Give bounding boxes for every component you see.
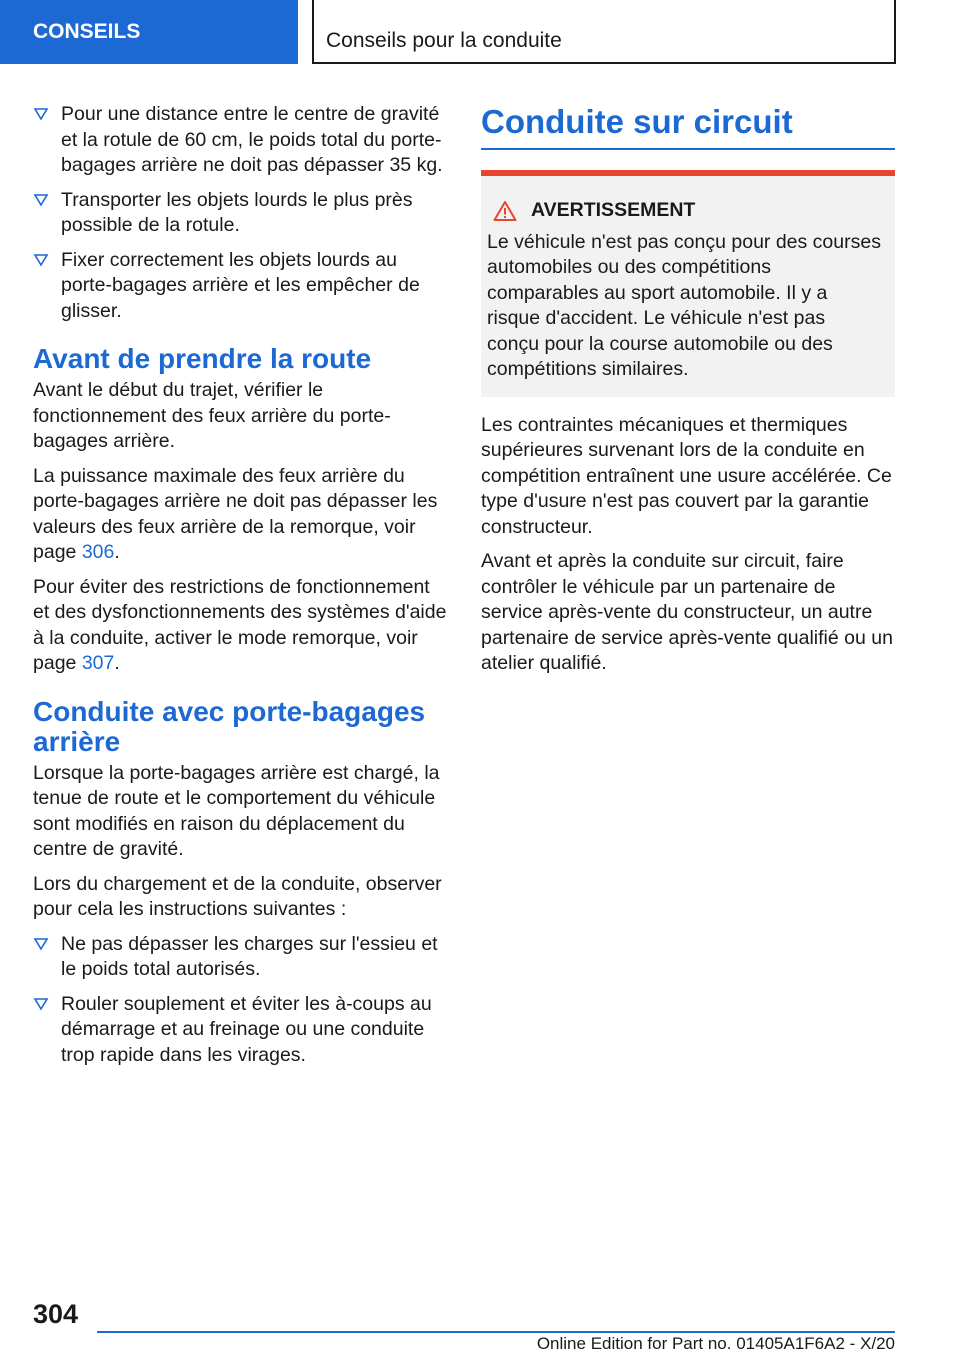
section-tab-label: CONSEILS bbox=[33, 20, 141, 43]
paragraph: Pour éviter des restrictions de fonctionnement et des dysfonctionnements des systèmes d'aide à la conduite, activer le mode remorque, voir page 307. bbox=[33, 575, 447, 674]
warning-title: AVERTISSEMENT bbox=[531, 199, 696, 221]
paragraph: Lorsque la porte-bagages arrière est chargé, la tenue de route et le comportement du véhicule sont modifiés en raison du déplacement du centre de gravité. bbox=[33, 761, 440, 860]
left-column bbox=[33, 102, 447, 1077]
footer-divider bbox=[97, 1331, 895, 1333]
paragraph: Les contraintes mécaniques et thermiques supérieures survenant lors de la conduite en compétition entraînent une usure accélérée. Ce type d'usure n'est pas couvert par la garantie constructeur. bbox=[481, 413, 892, 538]
list-item bbox=[33, 102, 447, 179]
paragraph-text: Pour éviter des restrictions de fonctionnement et des dysfonctionnements des systèmes d'aide à la conduite, activer le mode remorque, voir page bbox=[33, 575, 447, 674]
list-item-text: Rouler souplement et éviter les à-coups au démarrage et au freinage ou une conduite trop rapide dans les virages. bbox=[61, 992, 432, 1066]
section-tab bbox=[0, 0, 298, 64]
list-item bbox=[33, 932, 447, 983]
paragraph: Avant le début du trajet, vérifier le fonctionnement des feux arrière du porte-bagages arrière. bbox=[33, 379, 391, 452]
bullet-list-instructions bbox=[33, 932, 447, 1069]
page-link-306[interactable]: 306 bbox=[81, 541, 115, 563]
list-item bbox=[33, 992, 447, 1069]
list-item-text: Ne pas dépasser les charges sur l'essieu et le poids total autorisés. bbox=[61, 932, 438, 980]
list-item bbox=[33, 248, 447, 325]
page-heading-circuit: Conduite sur circuit bbox=[481, 103, 793, 140]
bullet-list-top bbox=[33, 102, 447, 324]
chapter-title bbox=[312, 0, 896, 64]
edition-note: Online Edition for Part no. 01405A1F6A2 - X/20 bbox=[536, 1334, 895, 1353]
triangle-bullet-icon bbox=[33, 192, 49, 208]
paragraph: Lors du chargement et de la conduite, observer pour cela les instructions suivantes : bbox=[33, 872, 442, 920]
triangle-bullet-icon bbox=[33, 996, 49, 1012]
warning-text: Le véhicule n'est pas conçu pour des courses automobiles ou des compétitions comparables au sport automobile. Il y a risque d'accident. Le véhicule n'est pas conçu pour la course automobile ou des compétitions similaires. bbox=[487, 230, 881, 380]
page-number: 304 bbox=[33, 1299, 79, 1329]
warning-triangle-icon bbox=[493, 200, 517, 222]
triangle-bullet-icon bbox=[33, 936, 49, 952]
paragraph: La puissance maximale des feux arrière du porte-bagages arrière ne doit pas dépasser les valeurs des feux arrière de la remorque, voir page 306. bbox=[33, 464, 438, 563]
warning-box bbox=[481, 170, 895, 397]
page-link-307[interactable]: 307 bbox=[81, 652, 115, 674]
triangle-bullet-icon bbox=[33, 252, 49, 268]
triangle-bullet-icon bbox=[33, 106, 49, 122]
list-item-text: Pour une distance entre le centre de gravité et la rotule de 60 cm, le poids total du porte-bagages arrière ne doit pas dépasser 35 kg. bbox=[61, 103, 443, 176]
paragraph: Avant et après la conduite sur circuit, faire contrôler le véhicule par un partenaire de service après-vente du constructeur, un autre partenaire de service après-vente qualifié ou un atelier qualifié. bbox=[481, 550, 893, 674]
list-item bbox=[33, 188, 447, 239]
heading-divider bbox=[481, 148, 895, 150]
section-heading-rear-carrier: Conduite avec porte-bagages arrière bbox=[33, 695, 426, 757]
section-heading-before-driving: Avant de prendre la route bbox=[33, 343, 372, 374]
warning-header bbox=[487, 198, 881, 224]
right-column bbox=[481, 102, 895, 686]
chapter-title-label: Conseils pour la conduite bbox=[326, 29, 562, 52]
list-item-text: Transporter les objets lourds le plus près possible de la rotule. bbox=[61, 188, 413, 236]
paragraph-text: La puissance maximale des feux arrière du porte-bagages arrière ne doit pas dépasser les valeurs des feux arrière de la remorque, voir page bbox=[33, 464, 438, 563]
list-item-text: Fixer correctement les objets lourds au porte-bagages arrière et les empêcher de glisser. bbox=[61, 248, 420, 322]
